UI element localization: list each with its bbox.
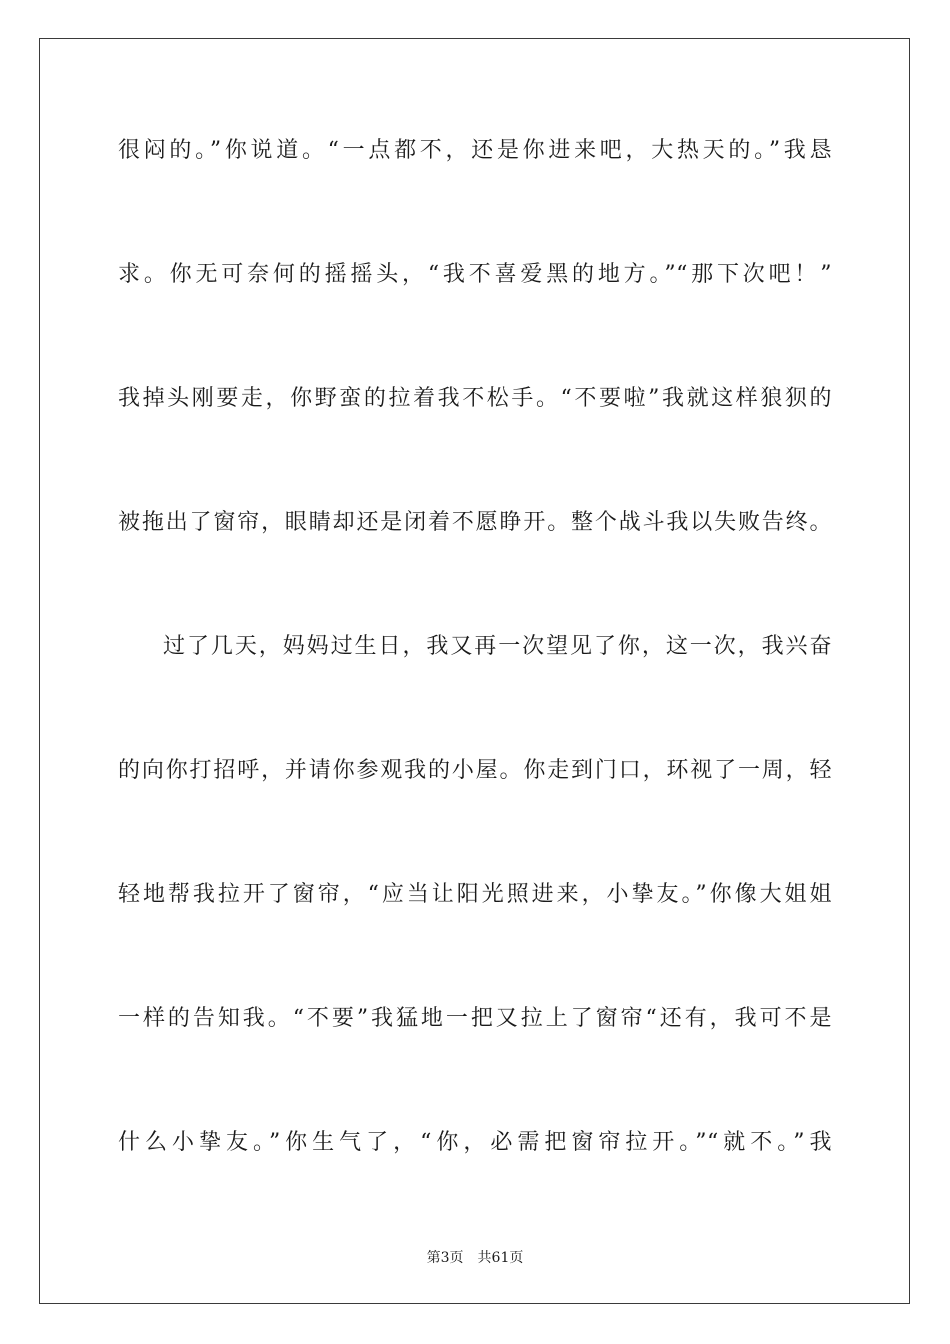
paragraph-line: 很闷的。”你说道。“一点都不，还是你进来吧，大热天的。”我恳 xyxy=(118,138,832,163)
paragraph-line: 一样的告知我。“不要”我猛地一把又拉上了窗帘“还有，我可不是 xyxy=(118,1006,832,1031)
page-frame xyxy=(39,38,910,1304)
paragraph-line: 轻地帮我拉开了窗帘，“应当让阳光照进来，小挚友。”你像大姐姐 xyxy=(118,882,832,907)
page-number: 第3页 xyxy=(426,1250,464,1266)
paragraph-line: 我掉头刚要走，你野蛮的拉着我不松手。“不要啦”我就这样狼狈的 xyxy=(118,386,832,411)
paragraph-line: 求。你无可奈何的摇摇头，“我不喜爱黑的地方。”“那下次吧！” xyxy=(118,262,832,287)
paragraph-line: 过了几天，妈妈过生日，我又再一次望见了你，这一次，我兴奋 xyxy=(163,634,832,659)
paragraph-line: 什么小挚友。”你生气了，“你，必需把窗帘拉开。”“就不。”我 xyxy=(118,1130,832,1155)
paragraph-line: 被拖出了窗帘，眼睛却还是闭着不愿睁开。整个战斗我以失败告终。 xyxy=(118,510,832,535)
page-footer xyxy=(0,1247,950,1267)
paragraph-line: 的向你打招呼，并请你参观我的小屋。你走到门口，环视了一周，轻 xyxy=(118,758,832,783)
page-total: 共61页 xyxy=(477,1250,524,1266)
